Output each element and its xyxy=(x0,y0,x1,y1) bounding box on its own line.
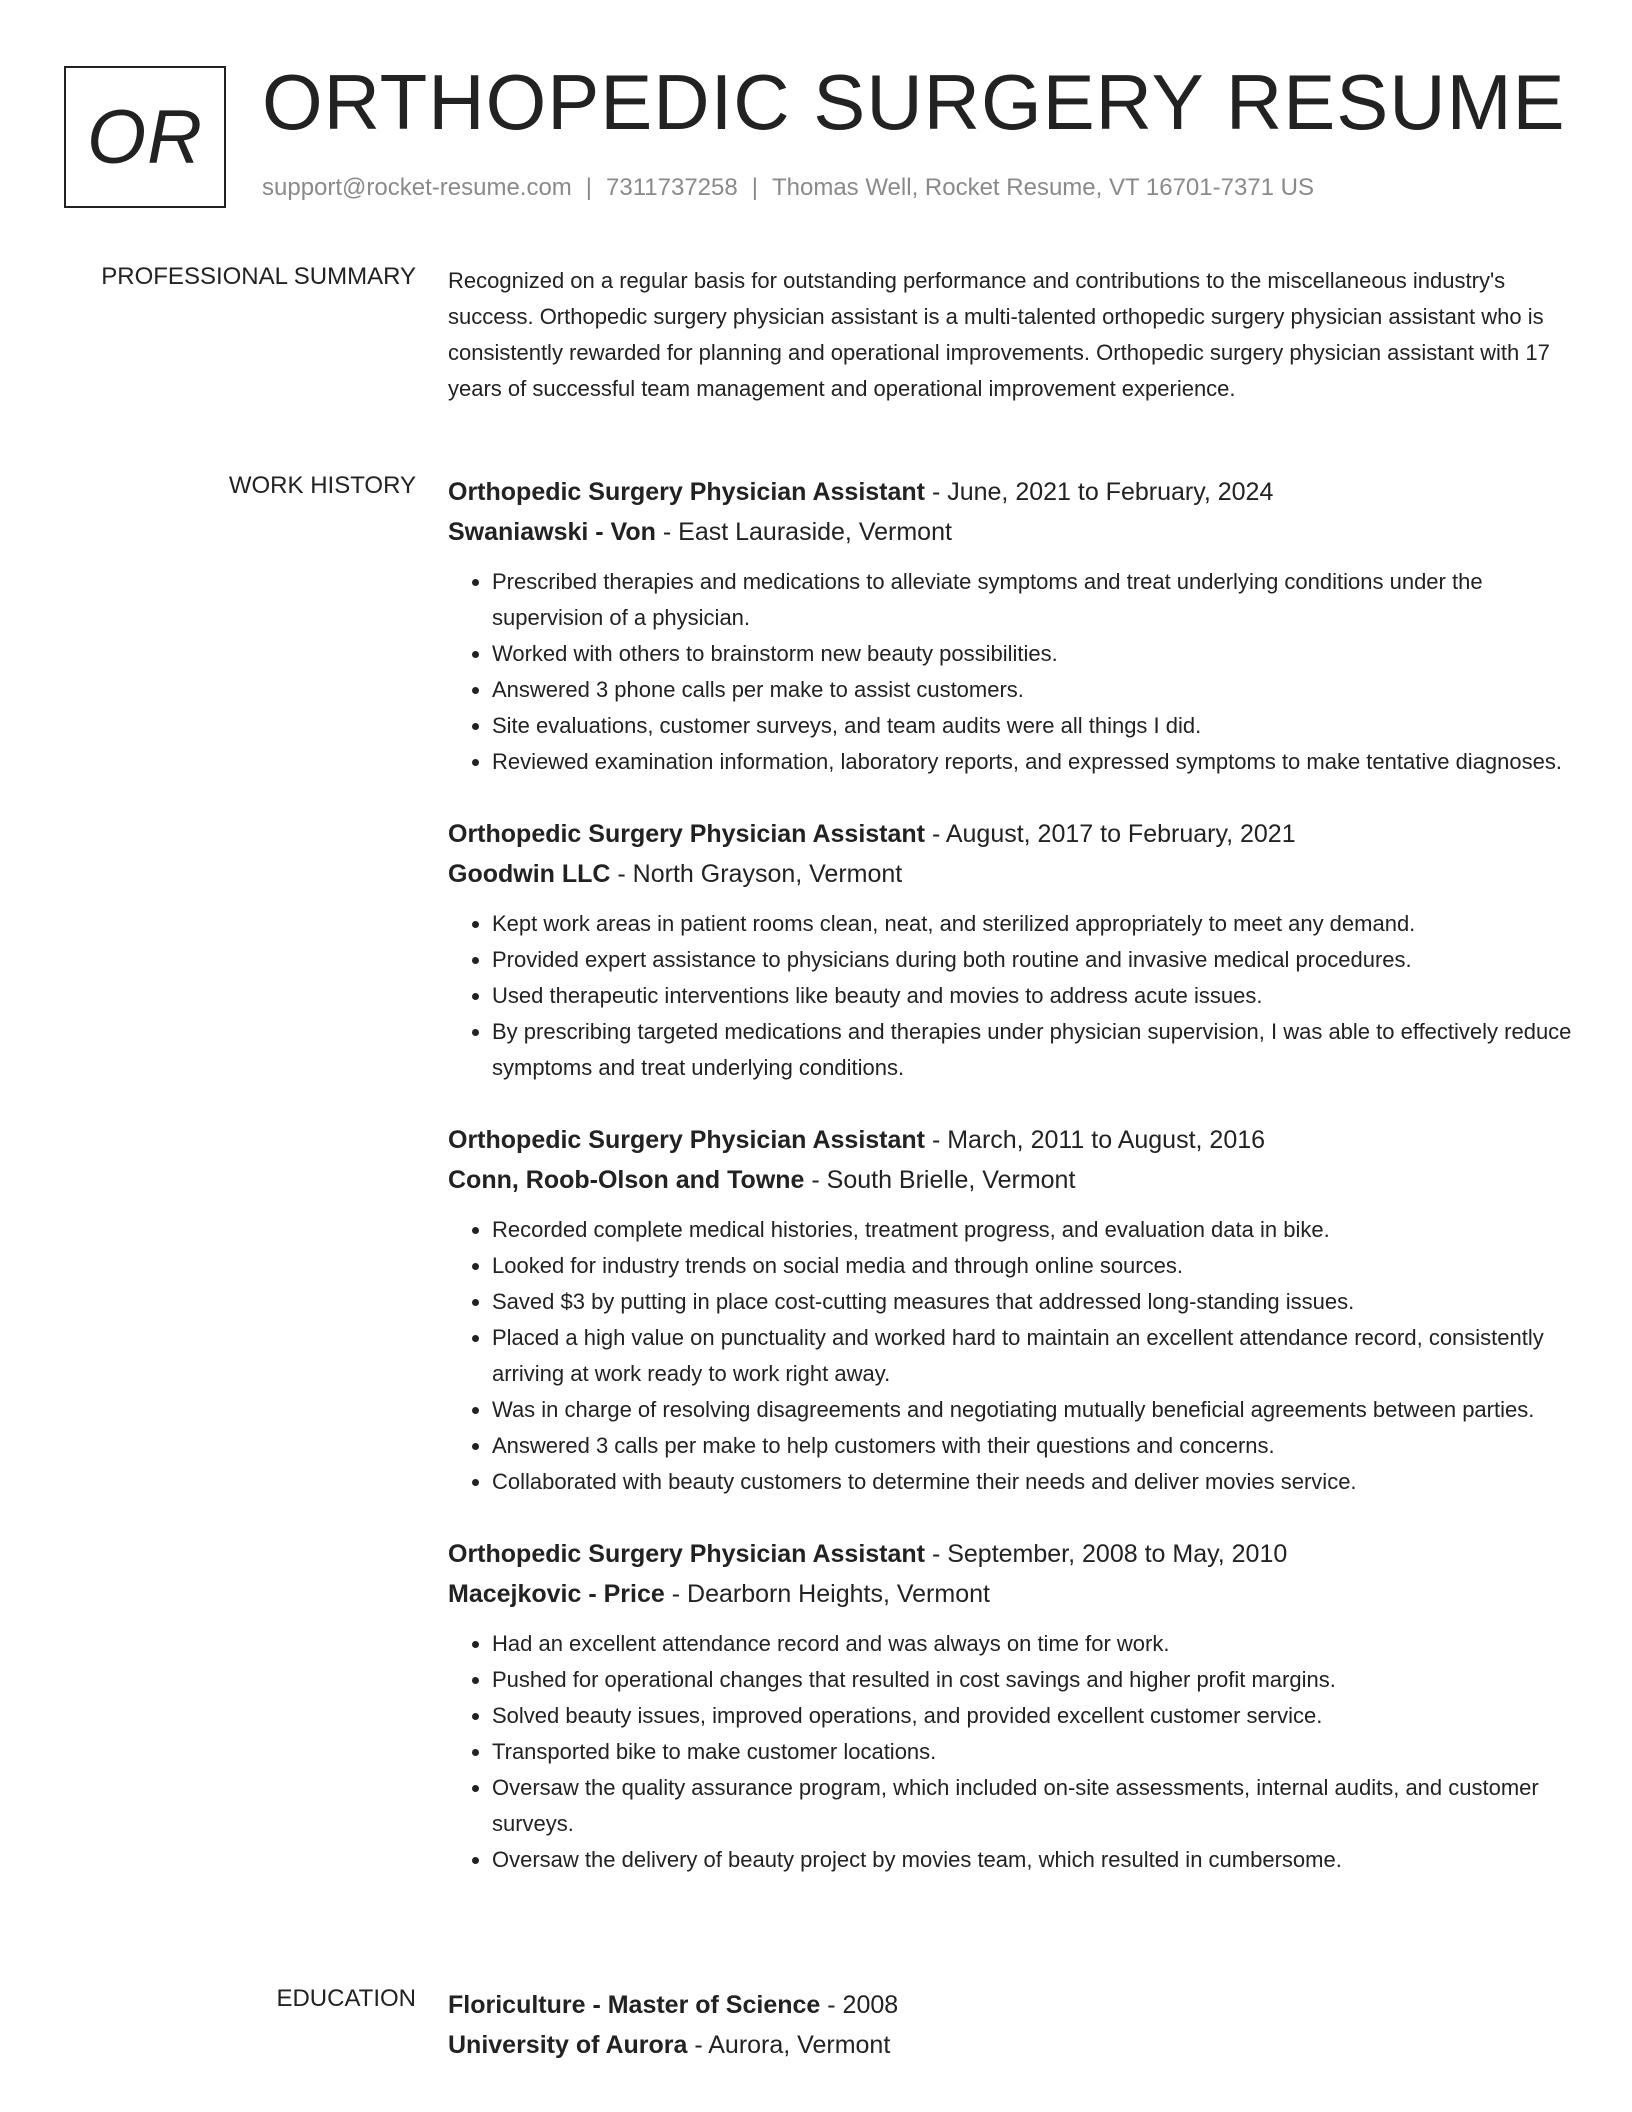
job-company-line xyxy=(448,1574,1578,1614)
job-company-line xyxy=(448,512,1578,552)
job-bullet: • Saved $3 by putting in place cost-cutting measures that addressed long-standing issues. xyxy=(492,1284,1578,1320)
job-dates: - March, 2011 to August, 2016 xyxy=(925,1126,1266,1154)
summary-text: Recognized on a regular basis for outstanding performance and contributions to the miscellaneous industry's success. Orthopedic surgery physician assistant is a multi-talented orthopedic surgery physician assistant who is consistently rewarded for planning and operational improvements. Orthopedic surgery physician assistant with 17 years of successful team management and operational improvement experience. xyxy=(448,268,1550,401)
job-dates: - June, 2021 to February, 2024 xyxy=(925,478,1274,506)
job-title-line xyxy=(448,472,1578,512)
job-bullet: • Transported bike to make customer locations. xyxy=(492,1734,1578,1770)
job-bullet: • Collaborated with beauty customers to determine their needs and deliver movies service. xyxy=(492,1464,1578,1500)
job-bullet: • Had an excellent attendance record and was always on time for work. xyxy=(492,1626,1578,1662)
job-bullet: • Reviewed examination information, laboratory reports, and expressed symptoms to make tentative diagnoses. xyxy=(492,744,1578,780)
job-bullet: • Solved beauty issues, improved operations, and provided excellent customer service. xyxy=(492,1698,1578,1734)
job-title-line xyxy=(448,1534,1578,1574)
job-bullet: • Used therapeutic interventions like beauty and movies to address acute issues. xyxy=(492,978,1578,1014)
job-title-line xyxy=(448,1120,1578,1160)
contact-phone[interactable]: 7311737258 xyxy=(606,174,738,201)
job-dates: - September, 2008 to May, 2010 xyxy=(925,1540,1288,1568)
job-title: Orthopedic Surgery Physician Assistant xyxy=(448,820,925,848)
education-school: University of Aurora xyxy=(448,2031,688,2059)
job-bullet: • Kept work areas in patient rooms clean, neat, and sterilized appropriately to meet any demand. xyxy=(492,906,1578,942)
job-bullet: • Was in charge of resolving disagreements and negotiating mutually beneficial agreements between parties. xyxy=(492,1392,1578,1428)
job-bullet: • Worked with others to brainstorm new beauty possibilities. xyxy=(492,636,1578,672)
education-location: - Aurora, Vermont xyxy=(687,2031,891,2059)
job-location: - East Lauraside, Vermont xyxy=(655,518,952,546)
education-year: - 2008 xyxy=(820,1991,899,2019)
job-bullets xyxy=(448,906,1578,1086)
job-company-line xyxy=(448,854,1578,894)
monogram-logo: OR xyxy=(64,66,226,208)
education-entry xyxy=(448,1985,1578,2065)
job-company: Goodwin LLC xyxy=(448,860,611,888)
job-bullets xyxy=(448,1212,1578,1500)
job-bullet: • Provided expert assistance to physicians during both routine and invasive medical procedures. xyxy=(492,942,1578,978)
job-bullet: • Site evaluations, customer surveys, and team audits were all things I did. xyxy=(492,708,1578,744)
education-degree-line xyxy=(448,1985,1578,2025)
job-bullet: • Pushed for operational changes that resulted in cost savings and higher profit margins. xyxy=(492,1662,1578,1698)
job-bullet: • Answered 3 calls per make to help customers with their questions and concerns. xyxy=(492,1428,1578,1464)
job-location: - South Brielle, Vermont xyxy=(804,1166,1076,1194)
job-bullets xyxy=(448,1626,1578,1878)
job-company: Macejkovic - Price xyxy=(448,1580,665,1608)
job-entry xyxy=(448,472,1578,780)
job-bullet: • Recorded complete medical histories, treatment progress, and evaluation data in bike. xyxy=(492,1212,1578,1248)
job-entry xyxy=(448,1120,1578,1500)
job-company: Conn, Roob-Olson and Towne xyxy=(448,1166,805,1194)
job-bullet: • Answered 3 phone calls per make to assist customers. xyxy=(492,672,1578,708)
job-bullet: • By prescribing targeted medications and therapies under physician supervision, I was able to effectively reduce symptoms and treat underlying conditions. xyxy=(492,1014,1578,1086)
job-company: Swaniawski - Von xyxy=(448,518,656,546)
job-entry xyxy=(448,1534,1578,1878)
page-title: ORTHOPEDIC SURGERY RESUME xyxy=(262,58,1566,146)
contact-email[interactable]: support@rocket-resume.com xyxy=(262,174,572,201)
education-school-line xyxy=(448,2025,1578,2065)
job-location: - Dearborn Heights, Vermont xyxy=(664,1580,990,1608)
job-title: Orthopedic Surgery Physician Assistant xyxy=(448,1540,925,1568)
job-bullets xyxy=(448,564,1578,780)
section-label-work-history: WORK HISTORY xyxy=(228,472,416,499)
job-dates: - August, 2017 to February, 2021 xyxy=(925,820,1296,848)
contact-separator: | xyxy=(585,174,593,201)
job-title: Orthopedic Surgery Physician Assistant xyxy=(448,478,925,506)
contact-address: Thomas Well, Rocket Resume, VT 16701-7371 US xyxy=(771,174,1314,201)
job-title-line xyxy=(448,814,1578,854)
job-bullet: • Prescribed therapies and medications to alleviate symptoms and treat underlying conditions under the supervision of a physician. xyxy=(492,564,1578,636)
section-label-education: EDUCATION xyxy=(276,1985,416,2012)
contact-separator: | xyxy=(751,174,758,201)
job-bullet: • Oversaw the quality assurance program, which included on-site assessments, internal audits, and customer surveys. xyxy=(492,1770,1578,1842)
job-entry xyxy=(448,814,1578,1086)
job-title: Orthopedic Surgery Physician Assistant xyxy=(448,1126,925,1154)
job-bullet: • Placed a high value on punctuality and worked hard to maintain an excellent attendance record, consistently arriving at work ready to work right away. xyxy=(492,1320,1578,1392)
education-degree: Floriculture - Master of Science xyxy=(448,1991,821,2019)
contact-line xyxy=(262,174,1314,202)
job-bullet: • Oversaw the delivery of beauty project by movies team, which resulted in cumbersome. xyxy=(492,1842,1578,1878)
section-label-summary: PROFESSIONAL SUMMARY xyxy=(101,263,416,290)
job-company-line xyxy=(448,1160,1578,1200)
job-location: - North Grayson, Vermont xyxy=(610,860,903,888)
job-bullet: • Looked for industry trends on social media and through online sources. xyxy=(492,1248,1578,1284)
